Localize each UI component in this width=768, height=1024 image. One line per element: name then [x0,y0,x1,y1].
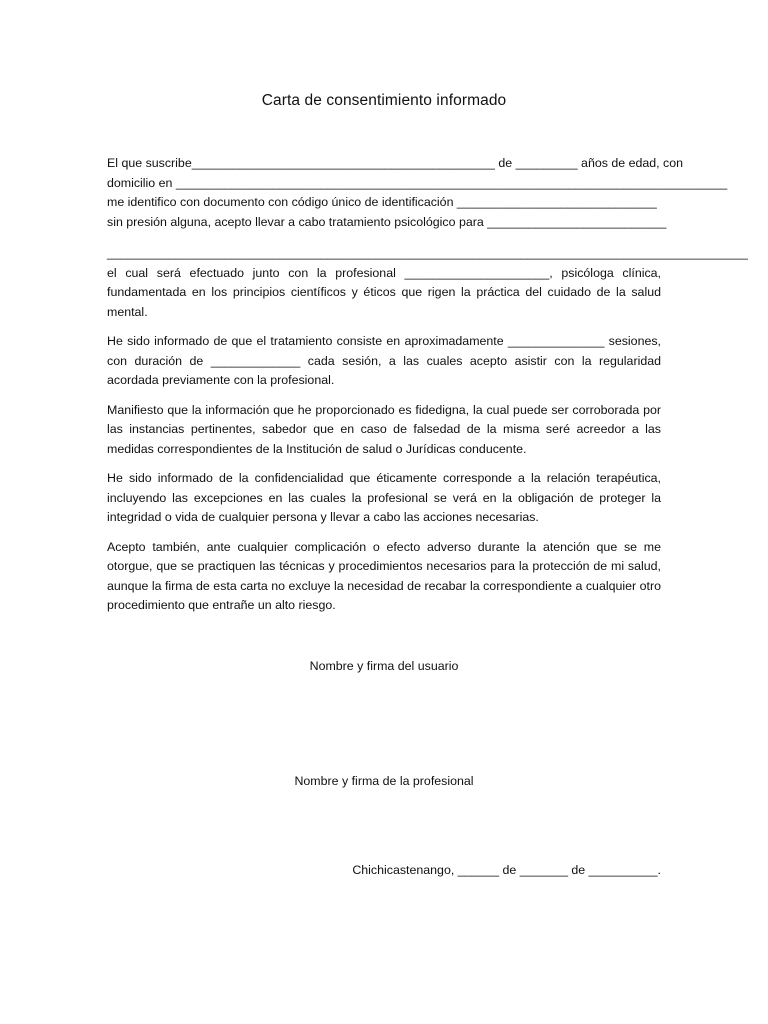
intro-line-5: _____________________________________________________________________________________________ [107,246,748,260]
signature-professional-label: Nombre y firma de la profesional [294,774,474,788]
intro-line-1: El que suscribe____________________________________________ de _________ años de edad, con [107,156,684,170]
paragraph-consent: Acepto también, ante cualquier complicación o efecto adverso durante la atención que se me otorgue, que se practiquen las técnicas y procedimientos necesarios para la protección de mi salud, aunque la firma de esta carta no excluye la necesidad de recabar la correspondiente a cualquier otro procedimiento que entrañe un alto riesgo. [107,539,661,612]
paragraph-information: Manifiesto que la información que he proporcionado es fidedigna, la cual puede ser corroborada por las instancias pertinentes, sabedor que en caso de falsedad de la misma seré acreedor a las medidas correspondientes de la Institución de salud o Jurídicas conducente. [107,402,661,456]
intro-continuation: el cual será efectuado junto con la profesional _____________________, psicóloga clínica, fundamentada en los principios científicos y éticos que rigen la práctica del cuidado de la salud mental. [107,265,661,319]
paragraph-confidentiality: He sido informado de la confidencialidad que éticamente corresponde a la relación terapéutica, incluyendo las excepciones en las cuales la profesional se verá en la obligación de proteger la integridad o vida de cualquier persona y llevar a cabo las acciones necesarias. [107,471,661,524]
signature-user-label: Nombre y firma del usuario [309,659,459,673]
paragraph-sessions: He sido informado de que el tratamiento consiste en aproximadamente ______________ sesiones, con duración de _____________ cada sesión, a las cuales acepto asistir con la regularidad acordada previamente con la profesional. [107,334,661,387]
place-date-line: Chichicastenango, ______ de _______ de __________. [352,863,661,877]
intro-line-2: domicilio en ________________________________________________________________________________ [107,175,728,190]
intro-line-4: sin presión alguna, acepto llevar a cabo tratamiento psicológico para __________________________ [107,214,667,229]
document-title: Carta de consentimiento informado [261,92,507,109]
intro-line-3: me identifico con documento con código único de identificación _____________________________ [107,195,657,209]
document-body [107,154,748,616]
